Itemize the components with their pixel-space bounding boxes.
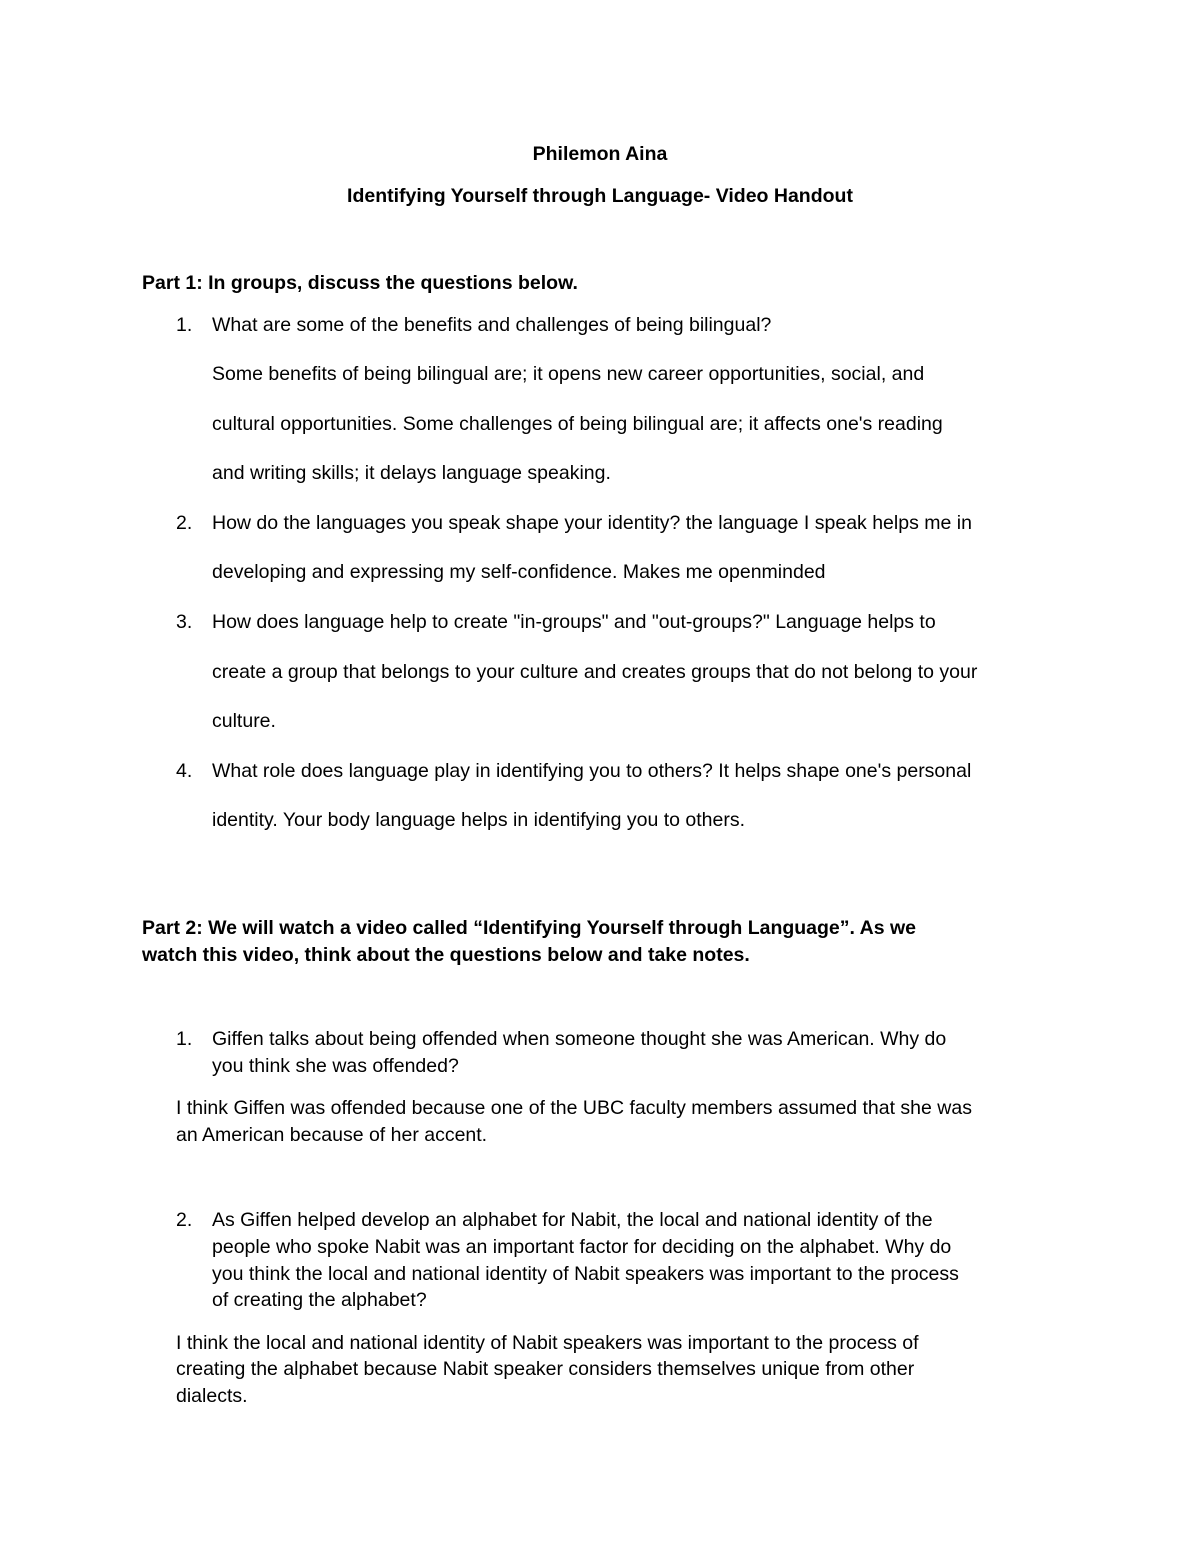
part2-item-1-answer-line: I think Giffen was offended because one of the UBC faculty members assumed that she was [176, 1097, 972, 1119]
part1-item-3-number: 3. [176, 611, 193, 633]
part1-item-4-line: identity. Your body language helps in identifying you to others. [212, 809, 746, 831]
part1-item-4-line: What role does language play in identifying you to others? It helps shape one's personal [212, 760, 972, 782]
part2-item-2-number: 2. [176, 1209, 193, 1231]
part1-item-2-number: 2. [176, 512, 193, 534]
part2-item-2-question-line: people who spoke Nabit was an important factor for deciding on the alphabet. Why do [212, 1236, 952, 1258]
part1-item-1-number: 1. [176, 314, 193, 336]
part1-item-1-answer-line: Some benefits of being bilingual are; it opens new career opportunities, social, and [212, 363, 925, 385]
part2-item-1-question-line: you think she was offended? [212, 1055, 459, 1077]
part2-item-2-question-line: As Giffen helped develop an alphabet for Nabit, the local and national identity of the [212, 1209, 933, 1231]
part1-heading: Part 1: In groups, discuss the questions below. [142, 272, 578, 294]
document-title: Identifying Yourself through Language- Video Handout [347, 185, 853, 207]
part1-item-3-line: create a group that belongs to your culture and creates groups that do not belong to your [212, 661, 978, 683]
part1-item-3-line: culture. [212, 710, 276, 732]
part1-item-2-line: How do the languages you speak shape your identity? the language I speak helps me in [212, 512, 972, 534]
part2-item-1-question-line: Giffen talks about being offended when someone thought she was American. Why do [212, 1028, 947, 1050]
part2-heading-line: watch this video, think about the questions below and take notes. [142, 944, 750, 966]
part2-item-2-answer-line: I think the local and national identity of Nabit speakers was important to the process of [176, 1332, 919, 1354]
part2-item-2-question-line: of creating the alphabet? [212, 1289, 427, 1311]
part1-item-1-answer-line: and writing skills; it delays language speaking. [212, 462, 611, 484]
part2-heading-line: Part 2: We will watch a video called “Identifying Yourself through Language”. As we [142, 917, 917, 939]
part1-item-1-question: What are some of the benefits and challenges of being bilingual? [212, 314, 772, 336]
part2-item-2-question-line: you think the local and national identity of Nabit speakers was important to the process [212, 1263, 959, 1285]
part1-item-3-line: How does language help to create "in-groups" and "out-groups?" Language helps to [212, 611, 936, 633]
part1-item-4-number: 4. [176, 760, 193, 782]
part1-item-1-answer-line: cultural opportunities. Some challenges of being bilingual are; it affects one's reading [212, 413, 943, 435]
part2-item-2-answer-line: creating the alphabet because Nabit speaker considers themselves unique from other [176, 1358, 915, 1380]
part2-item-1-answer-line: an American because of her accent. [176, 1124, 488, 1146]
author-name: Philemon Aina [532, 143, 668, 165]
part2-item-2-answer-line: dialects. [176, 1385, 248, 1407]
part2-item-1-number: 1. [176, 1028, 193, 1050]
part1-item-2-line: developing and expressing my self-confidence. Makes me openminded [212, 561, 826, 583]
